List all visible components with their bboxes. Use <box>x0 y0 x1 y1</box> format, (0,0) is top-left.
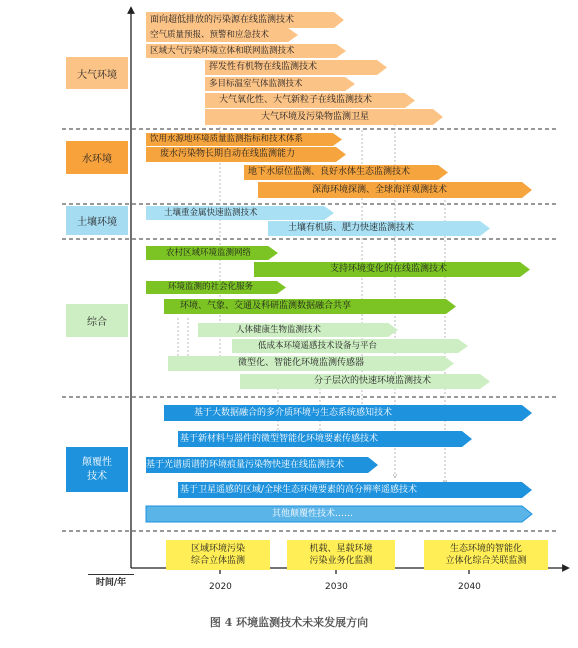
bar-label: 大气环境及污染物监测卫星 <box>261 112 370 122</box>
bar-label: 环境监测的社会化服务 <box>168 282 254 292</box>
bar-label: 低成本环境遥感技术设备与平台 <box>258 341 378 351</box>
bar-label: 废水污染物长期自动在线监测能力 <box>160 149 296 159</box>
bar-label: 区域大气污染环境立体和联网监测技术 <box>150 46 295 56</box>
bar-label: 深海环境探测、全球海洋观测技术 <box>312 185 448 195</box>
bar-label: 土壤有机质、肥力快速监测技术 <box>288 223 415 233</box>
category-label-soil: 土壤环境 <box>77 217 117 228</box>
category-boxes <box>66 57 128 492</box>
category-label-integrated: 综合 <box>87 317 107 328</box>
tick-label-2020: 2020 <box>209 582 232 592</box>
stage-box-1: 区域环境污染 综合立体监测 <box>166 540 270 570</box>
bar-label: 基于卫星遥感的区域/全球生态环境要素的高分辨率遥感技术 <box>180 485 418 495</box>
tick-label-2040: 2040 <box>458 582 481 592</box>
bar-label: 基于大数据融合的多介质环境与生态系统感知技术 <box>194 408 393 418</box>
bar-label: 基于新材料与器件的微型智能化环境要素传感技术 <box>180 434 379 444</box>
bar-label: 大气氧化性、大气新粒子在线监测技术 <box>219 95 373 105</box>
tick-label-2030: 2030 <box>325 582 348 592</box>
stage-box-2: 机载、星载环境 污染业务化监测 <box>287 540 395 570</box>
bar-label: 环境、气象、交通及科研监测数据融合共享 <box>180 301 352 311</box>
bar-label: 人体健康生物监测技术 <box>236 325 322 335</box>
bar-label: 空气质量预报、预警和应急技术 <box>150 30 270 40</box>
bar-label: 面向超低排放的污染源在线监测技术 <box>150 15 295 25</box>
category-label-water: 水环境 <box>82 154 112 165</box>
bar-label: 地下水原位监测、良好水体生态监测技术 <box>248 167 411 177</box>
bar-label: 挥发性有机物在线监测技术 <box>209 62 318 72</box>
bar-label: 支持环境变化的在线监测技术 <box>330 264 448 274</box>
bar-label: 分子层次的快速环境监测技术 <box>314 376 432 386</box>
bar-label: 其他颠覆性技术…… <box>272 509 354 519</box>
bar-label: 农村区域环境监测网络 <box>166 248 252 258</box>
category-label-air: 大气环境 <box>77 69 117 81</box>
bar-label: 土壤重金属快速监测技术 <box>164 208 258 218</box>
bar-label: 饮用水源地环境质量监测指标和技术体系 <box>150 134 304 144</box>
x-axis-label: 时间/年 <box>88 574 134 591</box>
bar-label: 多目标温室气体监测技术 <box>209 79 303 89</box>
category-label-disruptive: 颠覆性 技术 <box>82 456 112 482</box>
figure-caption: 图 4 环境监测技术未来发展方向 <box>209 616 369 629</box>
bar-label: 基于光谱质谱的环境痕量污染物快速在线监测技术 <box>146 460 345 470</box>
stage-box-3: 生态环境的智能化 立体化综合关联监测 <box>424 540 548 570</box>
bar-label: 微型化、智能化环境监测传感器 <box>238 358 365 368</box>
